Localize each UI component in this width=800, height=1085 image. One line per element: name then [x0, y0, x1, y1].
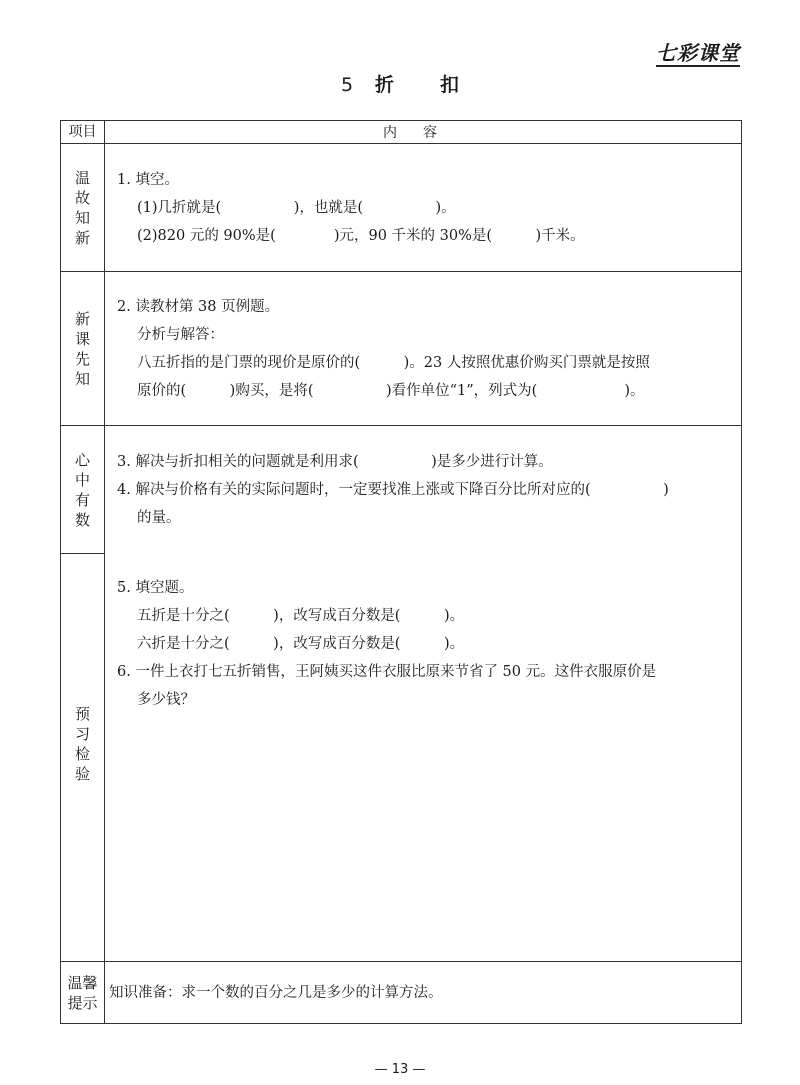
- preview-line-2: 五折是十分之( )，改写成百分数是( )。: [137, 607, 465, 624]
- header-item: 项目: [61, 121, 105, 144]
- preview-line-3: 六折是十分之( )，改写成百分数是( )。: [137, 635, 465, 652]
- title-char-1: 折: [375, 74, 395, 96]
- label-tip-text: 温馨提示: [67, 973, 98, 1012]
- page-number: — 13 —: [374, 1062, 426, 1077]
- label-newlesson: [61, 272, 105, 426]
- section-mind: [61, 426, 742, 554]
- newlesson-line-2: 分析与解答：: [137, 326, 224, 343]
- label-review: [61, 144, 105, 272]
- table-header-row: [61, 121, 742, 144]
- section-review: [61, 144, 742, 272]
- mind-line-1: 3. 解决与折扣相关的问题就是利用求( )是多少进行计算。: [117, 453, 553, 470]
- label-mind: [61, 426, 105, 554]
- label-review-text: 温故知新: [74, 168, 90, 247]
- title-char-2: 扣: [440, 74, 460, 96]
- preview-line-4: 6. 一件上衣打七五折销售，王阿姨买这件衣服比原来节省了 50 元。这件衣服原价是: [117, 663, 657, 680]
- review-line-3: (2)820 元的 90%是( )元，90 千米的 30%是( )千米。: [137, 227, 585, 244]
- preview-line-5: 多少钱？: [137, 691, 195, 708]
- label-preview-text: 预习检验: [74, 705, 90, 783]
- lesson-number: 5: [340, 74, 354, 96]
- newlesson-line-3: 八五折指的是门票的现价是原价的( )。23 人按照优惠价购买门票就是按照: [137, 354, 650, 371]
- page-title: [0, 70, 800, 97]
- content-newlesson: [105, 272, 742, 426]
- mind-line-2: 4. 解决与价格有关的实际问题时，一定要找准上涨或下降百分比所对应的( ): [117, 481, 669, 498]
- preview-line-1: 5. 填空题。: [117, 579, 194, 596]
- section-preview: [61, 554, 742, 962]
- label-mind-text: 心中有数: [74, 450, 90, 529]
- content-review: [105, 144, 742, 272]
- content-mind: [105, 426, 742, 554]
- newlesson-line-4: 原价的( )购买，是将( )看作单位“1”，列式为( )。: [137, 382, 645, 399]
- lesson-table: [60, 120, 742, 1024]
- header-content: 内容: [105, 121, 742, 144]
- newlesson-line-1: 2. 读教材第 38 页例题。: [117, 298, 280, 315]
- label-newlesson-text: 新课先知: [74, 309, 90, 388]
- tip-text: 知识准备：求一个数的百分之几是多少的计算方法。: [109, 984, 443, 1001]
- review-line-1: 1. 填空。: [117, 171, 179, 188]
- section-newlesson: [61, 272, 742, 426]
- content-preview: [105, 554, 742, 962]
- brand-logo: 七彩课堂: [656, 41, 740, 65]
- mind-line-3: 的量。: [137, 509, 181, 526]
- label-tip: [61, 962, 105, 1024]
- label-preview: [61, 554, 105, 962]
- review-line-2: (1)几折就是( )，也就是( )。: [137, 199, 456, 216]
- section-tip: [61, 962, 742, 1024]
- content-tip: [105, 962, 742, 1024]
